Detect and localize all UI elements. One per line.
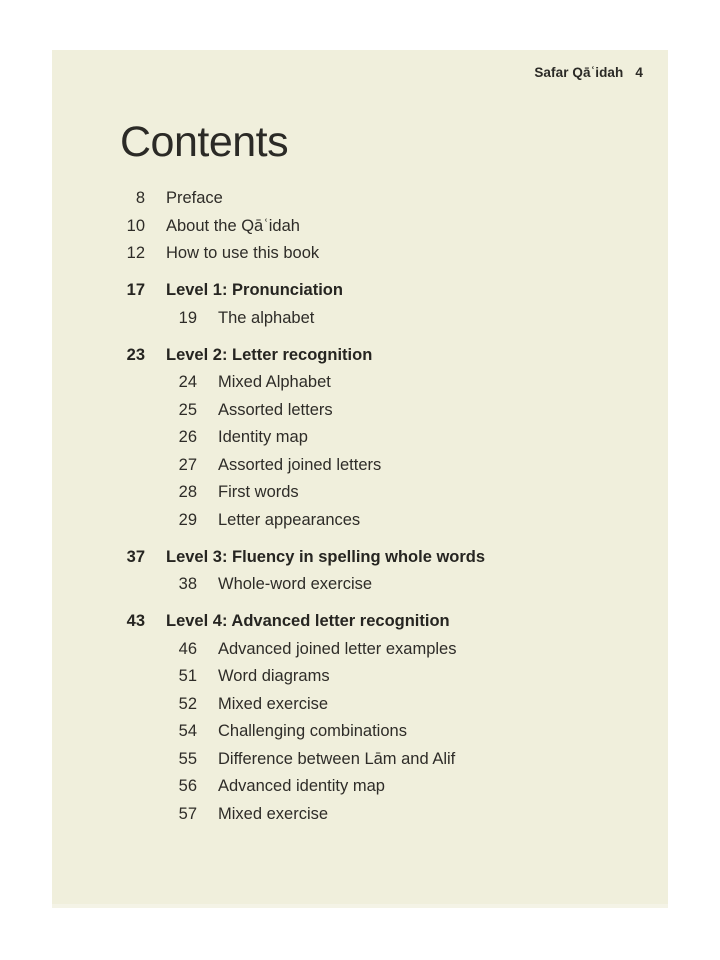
toc-row: [52, 571, 668, 599]
toc-entry-page: 43: [126, 612, 145, 630]
toc-section-row: [52, 608, 668, 636]
toc-row: [52, 397, 668, 425]
page-number: 4: [635, 65, 643, 80]
book-title: Safar Qāʿidah: [534, 65, 624, 80]
toc-entry-page: 17: [126, 281, 145, 299]
toc-entry-page: 55: [178, 749, 197, 768]
toc-row: [52, 801, 668, 829]
toc-row: [52, 479, 668, 507]
toc-entry-label: Preface: [166, 189, 223, 207]
toc-entry-page: 12: [126, 244, 145, 262]
toc-entry-page: 51: [178, 667, 197, 685]
toc-entry-page: 38: [178, 575, 197, 593]
toc-row: [52, 636, 668, 664]
toc-row: [52, 369, 668, 397]
book-page: [52, 50, 668, 908]
toc-entry-page: 19: [178, 308, 197, 327]
toc-entry-label: Level 3: Fluency in spelling whole words: [166, 547, 486, 566]
toc-section-row: [52, 342, 668, 370]
toc-entry-label: Mixed exercise: [218, 804, 329, 823]
toc-entry-label: Level 4: Advanced letter recognition: [166, 612, 450, 630]
toc-entry-label: Mixed exercise: [218, 694, 329, 713]
running-header: [534, 65, 643, 80]
toc-entry-label: Assorted letters: [218, 400, 333, 419]
toc-row: [52, 240, 668, 268]
toc-row: [52, 452, 668, 480]
toc-entry-label: Advanced joined letter examples: [218, 639, 457, 658]
toc-entry-page: 52: [178, 694, 197, 713]
toc-row: [52, 185, 668, 213]
toc-entry-label: The alphabet: [218, 308, 315, 327]
toc-entry-label: Level 1: Pronunciation: [166, 281, 343, 299]
toc-row: [52, 773, 668, 801]
toc-entry-page: 28: [178, 483, 197, 501]
toc-entry-label: Whole-word exercise: [218, 575, 373, 593]
toc-section-row: [52, 277, 668, 305]
toc-entry-label: About the Qāʿidah: [166, 216, 300, 235]
toc-entry-page: 10: [126, 216, 145, 235]
toc-row: [52, 746, 668, 774]
page-title: Contents: [120, 118, 289, 166]
toc-entry-page: 56: [178, 777, 197, 795]
toc-entry-label: First words: [218, 483, 299, 501]
toc-entry-page: 26: [178, 428, 197, 446]
toc-entry-label: Identity map: [218, 428, 308, 446]
toc-row: [52, 718, 668, 746]
toc-entry-page: 25: [178, 400, 197, 419]
toc-entry-page: 24: [178, 373, 197, 391]
toc-entry-page: 27: [178, 455, 197, 474]
toc-entry-label: Assorted joined letters: [218, 455, 382, 474]
toc-entry-label: Letter appearances: [218, 510, 361, 529]
toc-row: [52, 213, 668, 241]
toc-entry-label: Word diagrams: [218, 667, 330, 685]
toc-entry-page: 37: [126, 547, 145, 566]
toc-entry-label: Level 2: Letter recognition: [166, 345, 373, 364]
toc-entry-page: 8: [135, 189, 145, 207]
toc-entry-label: Advanced identity map: [218, 777, 385, 795]
toc-entry-label: Difference between Lām and Alif: [218, 749, 456, 768]
table-of-contents: [52, 185, 668, 828]
toc-entry-page: 57: [178, 804, 197, 823]
toc-row: [52, 305, 668, 333]
toc-entry-page: 46: [178, 639, 197, 658]
toc-entry-page: 29: [178, 510, 197, 529]
toc-entry-page: 23: [126, 345, 145, 364]
toc-row: [52, 663, 668, 691]
toc-row: [52, 424, 668, 452]
toc-entry-label: Mixed Alphabet: [218, 373, 331, 391]
toc-entry-label: Challenging combinations: [218, 722, 407, 740]
toc-row: [52, 507, 668, 535]
toc-section-row: [52, 544, 668, 572]
toc-row: [52, 691, 668, 719]
toc-entry-page: 54: [178, 722, 197, 740]
toc-entry-label: How to use this book: [166, 244, 320, 262]
